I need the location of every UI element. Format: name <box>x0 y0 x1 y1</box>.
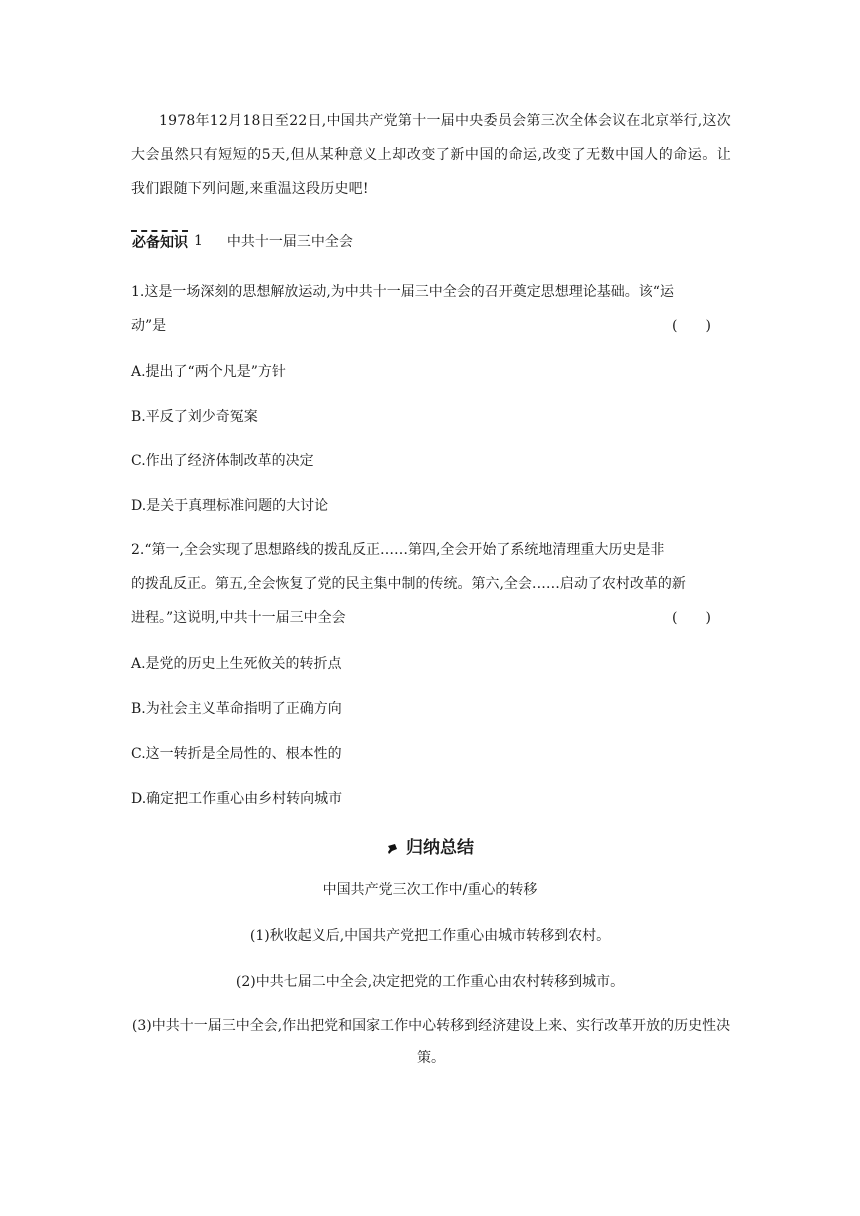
question-stem-line: 1.这是一场深刻的思想解放运动,为中共十一届三中全会的召开奠定思想理论基础。该“运 <box>131 284 674 300</box>
option-c[interactable]: C.这一转折是全局性的、根本性的 <box>131 746 342 762</box>
summary-item: (3)中共十一届三中全会,作出把党和国家工作中心转移到经济建设上来、实行改革开放的历史性决策。 <box>131 1018 731 1066</box>
question-stem-line: 2.“第一,全会实现了思想路线的拨乱反正……第四,全会开始了系统地清理重大历史是非 <box>131 542 665 558</box>
question-stem-line: 动”是 <box>131 318 167 334</box>
option-b[interactable]: B.为社会主义革命指明了正确方向 <box>131 701 342 717</box>
summary-header <box>0 833 860 858</box>
pin-icon <box>386 840 398 852</box>
summary-title: 归纳总结 <box>406 838 474 858</box>
option-a[interactable]: A.是党的历史上生死攸关的转折点 <box>131 656 342 672</box>
option-a[interactable]: A.提出了“两个凡是”方针 <box>131 364 286 380</box>
option-b[interactable]: B.平反了刘少奇冤案 <box>131 409 258 425</box>
option-d[interactable]: D.确定把工作重心由乡村转向城市 <box>131 791 343 807</box>
intro-paragraph: 1978年12月18日至22日,中国共产党第十一届中央委员会第三次全体会议在北京举行,这次大会虽然只有短短的5天,但从某种意义上却改变了新中国的命运,改变了无数中国人的命运。让我们跟随下列问题,来重温这段历史吧! <box>131 113 731 197</box>
summary-subtitle: 中国共产党三次工作中/重心的转移 <box>322 882 538 898</box>
section-tag: 必备知识 <box>131 230 188 253</box>
section-heading <box>131 226 353 256</box>
option-d[interactable]: D.是关于真理标准问题的大讨论 <box>131 498 329 514</box>
answer-blank[interactable]: ( ) <box>672 610 711 626</box>
question-stem-line: 的拨乱反正。第五,全会恢复了党的民主集中制的传统。第六,全会……启动了农村改革的新 <box>131 576 686 592</box>
answer-blank[interactable]: ( ) <box>672 318 711 334</box>
section-number: 1 <box>194 233 203 249</box>
summary-item: (2)中共七届二中全会,决定把党的工作重心由农村转移到城市。 <box>235 974 625 990</box>
option-c[interactable]: C.作出了经济体制改革的决定 <box>131 453 314 469</box>
summary-item: (1)秋收起义后,中国共产党把工作重心由城市转移到农村。 <box>249 928 611 944</box>
question-stem-line: 进程。”这说明,中共十一届三中全会 <box>131 610 346 626</box>
section-title: 中共十一届三中全会 <box>226 234 353 250</box>
